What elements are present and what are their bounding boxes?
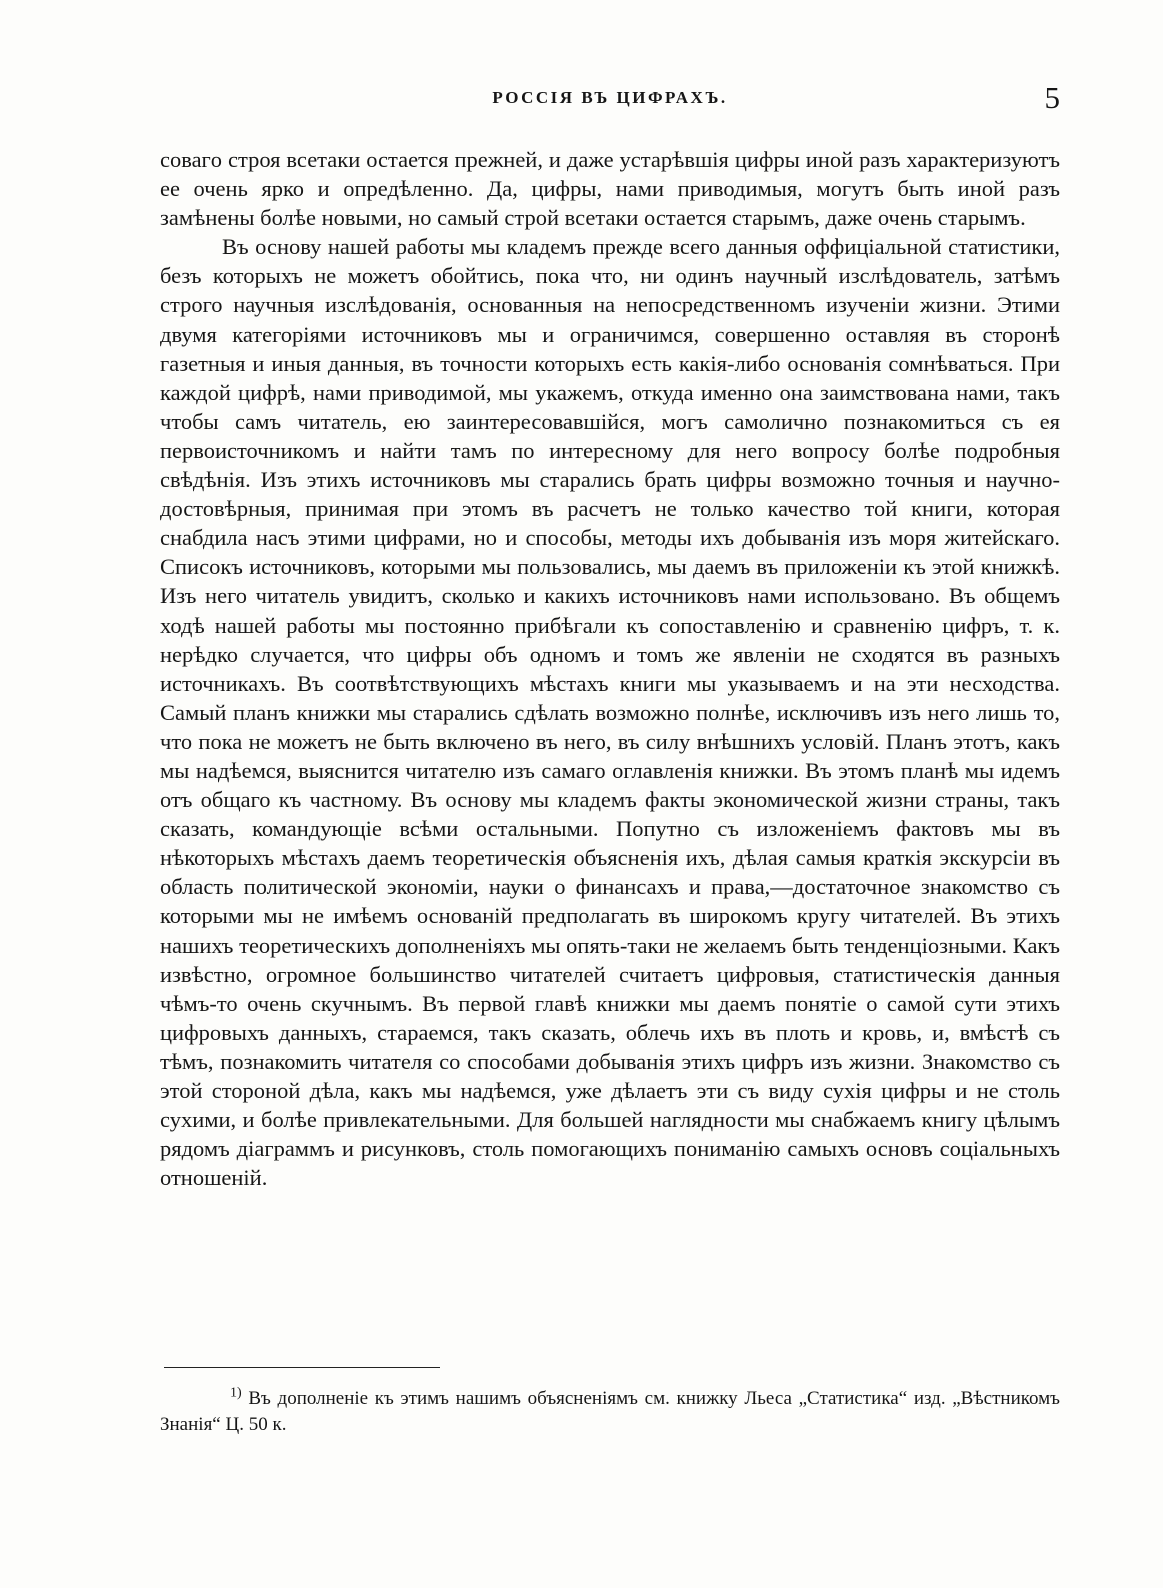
footnote [160,1386,1060,1438]
body-text [160,145,1060,1192]
footnote-paragraph [160,1386,1060,1438]
paragraph-continued: совагo строя всетаки остается прежней, и даже устарѣвшія цифры иной разъ характеризуютъ ее очень ярко и опредѣленно. Да, цифры, нами приводимыя, могутъ быть иной разъ замѣнены болѣе новыми, но самый строй всетаки остается старымъ, даже очень старымъ. [160,147,1060,231]
page-number: 5 [1044,80,1060,115]
footnote-text: Въ дополненіе къ этимъ нашимъ объясненіямъ см. книжку Льеса „Статистика“ изд. „Вѣстникомъ Знанія“ Ц. 50 к. [160,1388,1060,1435]
running-head [160,80,1060,120]
running-title: РОССІЯ ВЪ ЦИФРАХЪ. [492,88,728,107]
paragraph: Въ основу нашей работы мы кладемъ прежде всего данныя оффиціальной статистики, безъ которыхъ не можетъ обойтись, пока что, ни одинъ научный изслѣдователь, затѣмъ строго научныя изслѣдованія, основанныя на непосредственномъ изученіи жизни. Этими двумя категоріями источниковъ мы и ограничимся, совершенно оставляя въ сторонѣ газетныя и иныя данныя, въ точности которыхъ есть какія-либо основанія сомнѣваться. При каждой цифрѣ, нами приводимой, мы укажемъ, откуда именно она заимствована нами, такъ чтобы самъ читатель, ею заинтересовавшійся, могъ самолично познакомиться съ ея первоисточникомъ и найти тамъ по интересному для него вопросу болѣе подробныя свѣдѣнія. Изъ этихъ источниковъ мы старались брать цифры возможно точныя и научно-достовѣрныя, принимая при этомъ въ расчетъ не только качество той книги, которая снабдила насъ этими цифрами, но и способы, методы ихъ добыванія изъ моря житейскаго. Списокъ источниковъ, которыми мы пользовались, мы даемъ въ приложеніи къ этой книжкѣ. Изъ него читатель увидитъ, сколько и какихъ источниковъ нами использовано. Въ общемъ ходѣ нашей работы мы постоянно прибѣгали къ сопоставленію и сравненію цифръ, т. к. нерѣдко случается, что цифры объ одномъ и томъ же явленіи не сходятся въ разныхъ источникахъ. Въ соотвѣтствующихъ мѣстахъ книги мы указываемъ и на эти несходства. Самый планъ книжки мы старались сдѣлать возможно полнѣе, исключивъ изъ него лишь то, что пока не можетъ не быть включено въ него, въ силу внѣшнихъ условій. Планъ этотъ, какъ мы надѣемся, выяснится читателю изъ самаго оглавленія книжки. Въ этомъ планѣ мы идемъ отъ общаго къ частному. Въ основу мы кладемъ факты экономической жизни страны, такъ сказать, командующіе всѣми остальными. Попутно съ изложеніемъ фактовъ мы въ нѣкоторыхъ мѣстахъ даемъ теоретическія объясненія ихъ, дѣлая самыя краткія экскурсіи въ область политической экономіи, науки о финансахъ и права,—достаточное знакомство съ которыми мы не имѣемъ основаній предполагать въ широкомъ кругу читателей. Въ этихъ нашихъ теоретическихъ дополненіяхъ мы опять-таки не желаемъ быть тенденціозными. Какъ извѣстно, огромное большинство читателей считаетъ цифровыя, статистическія данныя чѣмъ-то очень скучнымъ. Въ первой главѣ книжки мы даемъ понятіе о самой сути этихъ цифровыхъ данныхъ, стараемся, такъ сказать, облечь ихъ въ плоть и кровь, и, вмѣстѣ съ тѣмъ, познакомить читателя со способами добыванія этихъ цифръ изъ жизни. Знакомство съ этой стороной дѣла, какъ мы надѣемся, уже дѣлаетъ эти съ виду сухія цифры и не столь сухими, и болѣе привлекательными. Для большей наглядности мы снабжаемъ книгу цѣлымъ рядомъ діаграммъ и рисунковъ, столь помогающихъ пониманію самыхъ основъ соціальныхъ отношеній. [160,234,1060,1191]
footnote-marker: 1) [230,1385,242,1401]
footnote-rule [164,1367,440,1368]
